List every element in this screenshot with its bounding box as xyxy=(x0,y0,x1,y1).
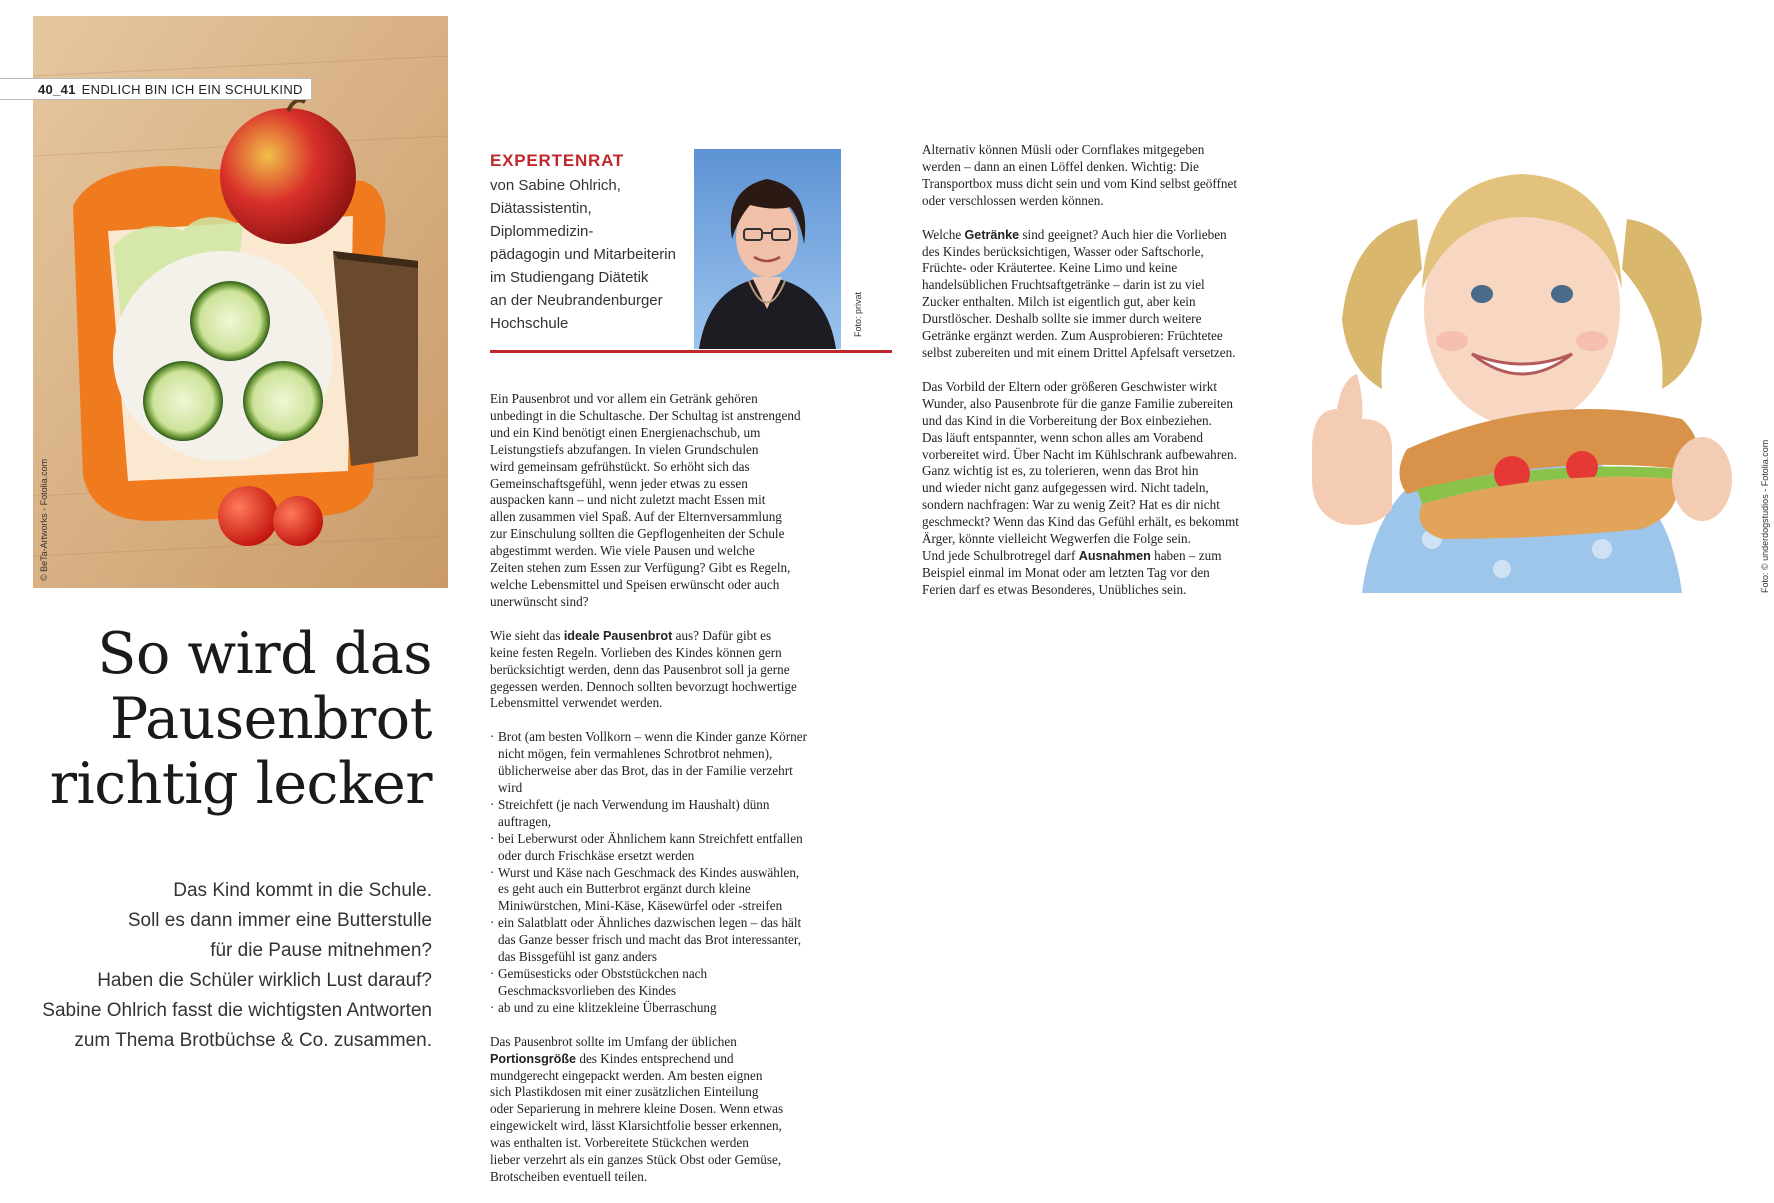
paragraph xyxy=(490,1034,842,1186)
article-column-1 xyxy=(490,391,842,1203)
expert-bio-line: im Studiengang Diätetik xyxy=(490,269,649,286)
text-line: handelsüblichen Fruchtsaftgetränke – darin ist zu viel xyxy=(922,277,1205,293)
text-line: Zeiten stehen zum Essen zur Verfügung? Gibt es Regeln, xyxy=(490,560,791,576)
text-line: wird gemeinsam gefrühstückt. So erhöht sich das xyxy=(490,458,750,474)
text-line: Früchte- oder Kräutertee. Keine Limo und keine xyxy=(922,260,1178,276)
text-line: zur Einschulung sollten die Gepflogenheiten der Schule xyxy=(490,526,785,542)
text-line: und das Kind in die Vorbereitung der Box einbeziehen. xyxy=(922,412,1212,428)
expert-heading: EXPERTENRAT xyxy=(490,151,625,170)
intro-line: Sabine Ohlrich fasst die wichtigsten Antworten xyxy=(42,1000,432,1021)
text-line: Ein Pausenbrot und vor allem ein Getränk gehören xyxy=(490,391,758,406)
intro-line: zum Thema Brotbüchse & Co. zusammen. xyxy=(74,1030,432,1051)
text-line: welche Lebensmittel und Speisen erwünscht oder auch xyxy=(490,576,780,592)
expert-bio-line: von Sabine Ohlrich, xyxy=(490,177,621,194)
text-line: vorbereitet wird. Über Nacht im Kühlschrank aufbewahren. xyxy=(922,446,1237,462)
text-line: Leistungstiefs abzufangen. In vielen Grundschulen xyxy=(490,441,759,457)
page-number: 40_41 xyxy=(38,82,76,97)
intro-line: für die Pause mitnehmen? xyxy=(210,940,432,961)
intro-line: Soll es dann immer eine Butterstulle xyxy=(127,910,432,931)
bold-keyword: Portionsgröße xyxy=(490,1051,577,1066)
page-section-label xyxy=(0,78,312,100)
bold-keyword: Ausnahmen xyxy=(1078,548,1151,563)
text-line: Wie sieht das ideale Pausenbrot aus? Dafür gibt es xyxy=(490,627,772,643)
list-item: · Streichfett (je nach Verwendung im Haushalt) dünn auftragen, xyxy=(490,797,842,831)
paragraph xyxy=(490,391,842,611)
list-item: · ab und zu eine klitzekleine Überraschung xyxy=(490,1000,842,1017)
text-line: Portionsgröße des Kindes entsprechend und xyxy=(490,1050,734,1066)
text-line: Das läuft entspannter, wenn schon alles am Vorabend xyxy=(922,429,1203,445)
text-line: Und jede Schulbrotregel darf Ausnahmen haben – zum xyxy=(922,547,1222,563)
list-item: · Wurst und Käse nach Geschmack des Kindes auswählen, es geht auch ein Butterbrot ergänzt durch kleine Miniwürstchen, Mini-Käse, Käsewürfel oder -streifen xyxy=(490,865,842,916)
paragraph xyxy=(490,628,842,713)
headline-line: Pausenbrot xyxy=(109,686,432,752)
section-title: ENDLICH BIN ICH EIN SCHULKIND xyxy=(81,82,303,97)
expert-bio-line: an der Neubrandenburger xyxy=(490,292,663,309)
text-line: allen zusammen viel Spaß. Auf der Elternversammlung xyxy=(490,509,782,525)
text-line: oder verschlossen werden können. xyxy=(922,192,1104,208)
text-line: geschmeckt? Wenn das Kind das Gefühl erhält, es bekommt xyxy=(922,514,1239,530)
list-item: · bei Leberwurst oder Ähnlichem kann Streichfett entfallen oder durch Frischkäse ersetzt werden xyxy=(490,831,842,865)
paragraph xyxy=(922,379,1278,599)
text-line: Zucker enthalten. Milch ist eigentlich gut, aber kein xyxy=(922,294,1196,310)
text-line: lieber verzehrt als ein ganzes Stück Obst oder Gemüse, xyxy=(490,1152,782,1168)
text-line: was enthalten ist. Vorbereitete Stückchen werden xyxy=(490,1135,749,1151)
text-line: Welche Getränke sind geeignet? Auch hier die Vorlieben xyxy=(922,226,1227,242)
expert-portrait xyxy=(694,149,841,349)
text-line: Wunder, also Pausenbrote für die ganze Familie zubereiten xyxy=(922,395,1233,411)
expert-bio-line: Diätassistentin, xyxy=(490,200,592,217)
page-title xyxy=(40,622,432,817)
headline-line: So wird das xyxy=(97,621,432,687)
text-line: selbst zubereiten und mit einem Drittel Apfelsaft versetzen. xyxy=(922,344,1236,360)
expert-divider xyxy=(490,350,892,353)
text-line: Das Vorbild der Eltern oder größeren Geschwister wirkt xyxy=(922,378,1218,394)
text-line: unbedingt in die Schultasche. Der Schultag ist anstrengend xyxy=(490,407,801,423)
text-line: Ferien darf es etwas Besonderes, Unübliches sein. xyxy=(922,581,1187,597)
text-line: mundgerecht eingepackt werden. Am besten eignen xyxy=(490,1067,763,1083)
left-image-credit: © BeTa-Artworks - Fotolia.com xyxy=(39,458,49,581)
text-line: berücksichtigt werden, denn das Pausenbrot soll ja gerne xyxy=(490,661,790,677)
article-column-2 xyxy=(922,142,1278,599)
list-item: · Gemüsesticks oder Obststückchen nach Geschmacksvorlieben des Kindes xyxy=(490,966,842,1000)
text-line: Brotscheiben eventuell teilen. xyxy=(490,1168,648,1184)
ingredient-list xyxy=(490,729,842,1016)
text-line: des Kindes berücksichtigen, Wasser oder Saftschorle, xyxy=(922,243,1204,259)
paragraph xyxy=(922,142,1278,210)
text-line: auspacken kann – und nicht zuletzt macht Essen mit xyxy=(490,492,766,508)
text-line: Das Pausenbrot sollte im Umfang der üblichen xyxy=(490,1033,737,1049)
paragraph xyxy=(922,227,1278,362)
expert-bio-line: pädagogin und Mitarbeiterin xyxy=(490,246,676,263)
expert-bio-line: Diplommedizin- xyxy=(490,223,594,240)
bold-keyword: Getränke xyxy=(964,227,1020,242)
text-line: Alternativ können Müsli oder Cornflakes mitgegeben xyxy=(922,142,1205,157)
lunchbox-photo xyxy=(33,16,448,588)
text-line: gegessen werden. Dennoch sollten bevorzugt hochwertige xyxy=(490,678,797,694)
list-item: · Brot (am besten Vollkorn – wenn die Kinder ganze Körner nicht mögen, fein vermahlenes Schrotbrot nehmen), üblicherweise aber das Brot, das in der Familie verzehrt wird xyxy=(490,729,842,797)
text-line: oder Separierung in mehrere kleine Dosen. Wenn etwas xyxy=(490,1101,784,1117)
text-line: und wieder nicht ganz aufgegessen wird. Nicht tadeln, xyxy=(922,480,1209,496)
text-line: sich Plastikdosen mit einer zusätzlichen Einteilung xyxy=(490,1084,759,1100)
girl-sandwich-photo xyxy=(1282,119,1756,593)
text-line: keine festen Regeln. Vorlieben des Kindes können gern xyxy=(490,644,782,660)
text-line: Ärger, könnte vielleicht Wegwerfen die Folge sein. xyxy=(922,531,1191,547)
text-line: Transportbox muss dicht sein und vom Kind selbst geöffnet xyxy=(922,175,1238,191)
text-line: unerwünscht sind? xyxy=(490,593,589,609)
intro-line: Haben die Schüler wirklich Lust darauf? xyxy=(97,970,432,991)
expert-bio xyxy=(490,174,676,335)
text-line: und ein Kind benötigt einen Energienachschub, um xyxy=(490,424,761,440)
text-line: Getränke ergänzt werden. Zum Ausprobieren: Früchtetee xyxy=(922,328,1223,344)
expert-bio-line: Hochschule xyxy=(490,315,569,332)
bold-keyword: ideale Pausenbrot xyxy=(563,628,673,643)
text-line: Ganz wichtig ist es, zu tolerieren, wenn das Brot hin xyxy=(922,463,1199,479)
text-line: eingewickelt wird, lässt Klarsichtfolie besser erkennen, xyxy=(490,1118,782,1134)
text-line: abgestimmt werden. Wie viele Pausen und welche xyxy=(490,543,755,559)
text-line: Gemeinschaftsgefühl, wenn jeder etwas zu essen xyxy=(490,475,748,491)
intro-line: Das Kind kommt in die Schule. xyxy=(173,880,432,901)
list-item: · ein Salatblatt oder Ähnliches dazwischen legen – das hält das Ganze besser frisch und macht das Brot interessanter, das Bissgefühl ist ganz anders xyxy=(490,915,842,966)
text-line: Lebensmittel verwendet werden. xyxy=(490,695,663,711)
expert-photo-credit: Foto: privat xyxy=(853,291,863,337)
text-line: werden – dann an einen Löffel denken. Wichtig: Die xyxy=(922,158,1199,174)
text-line: sondern nachfragen: War zu wenig Zeit? Hat es dir nicht xyxy=(922,497,1220,513)
text-line: Durstlöscher. Deshalb sollte sie immer durch weitere xyxy=(922,311,1202,327)
headline-line: richtig lecker xyxy=(49,751,432,817)
right-image-credit: Foto: © underdogstudios - Fotolia.com xyxy=(1760,439,1770,593)
intro-text xyxy=(20,876,432,1056)
text-line: Beispiel einmal im Monat oder am letzten Tag vor den xyxy=(922,564,1210,580)
